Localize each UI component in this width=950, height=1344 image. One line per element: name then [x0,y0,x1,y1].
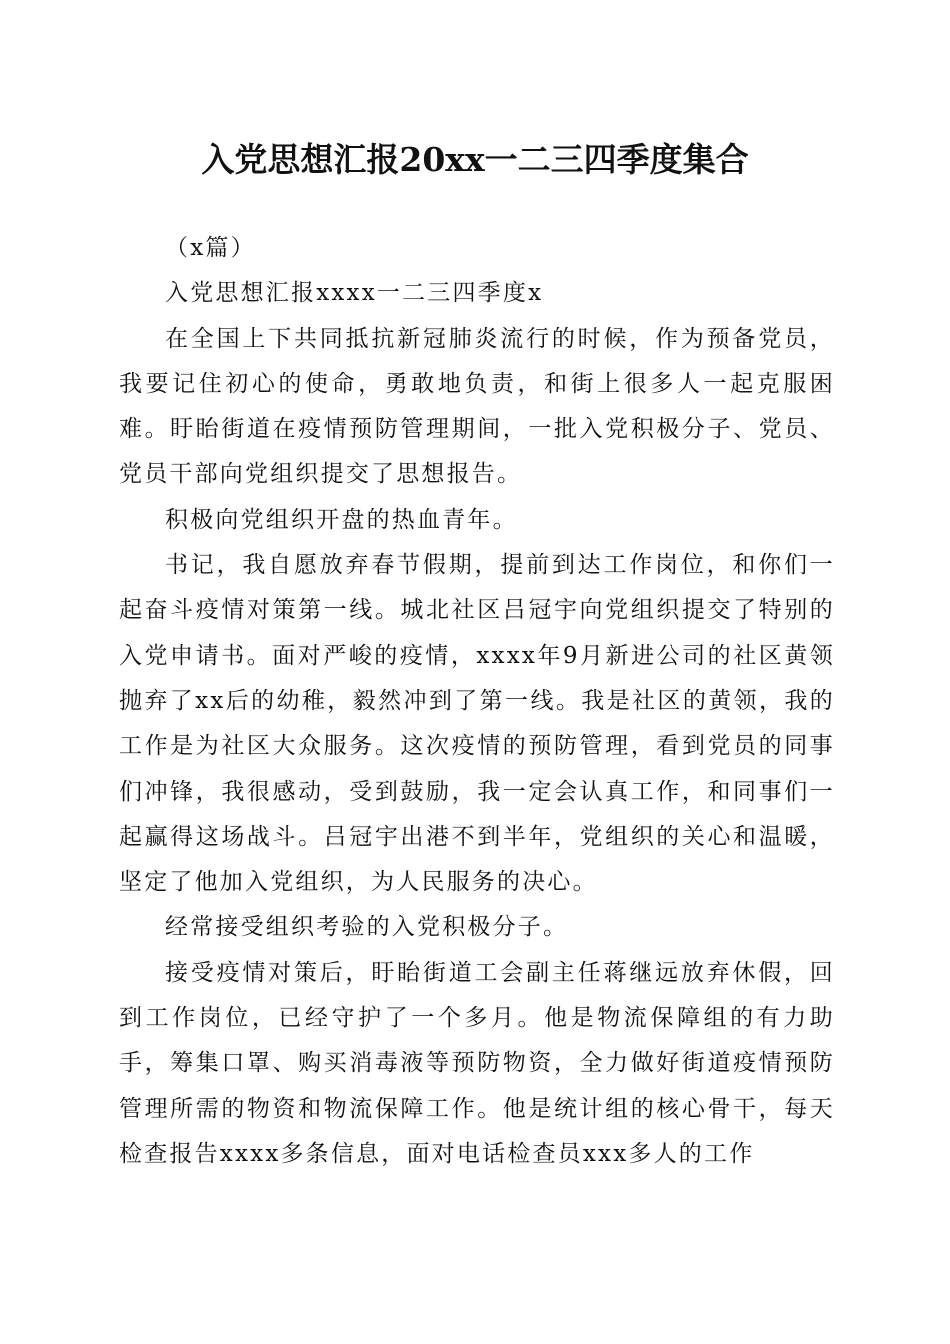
paragraph-count-note: （x篇） [165,235,256,261]
paragraph: 接受疫情对策后，盱眙街道工会副主任蒋继远放弃休假，回到工作岗位，已经守护了一个多月。他是物流保障组的有力助手，筹集口罩、购买消毒液等预防物资，全力做好街道疫情预防管理所需的物资和物流保障工作。他是统计组的核心骨干，每天检查报告xxxx多条信息，面对电话检查员xxx多人的工作 [119,959,835,1167]
paragraph: 书记，我自愿放弃春节假期，提前到达工作岗位，和你们一起奋斗疫情对策第一线。城北社区吕冠宇向党组织提交了特别的入党申请书。面对严峻的疫情，xxxx年9月新进公司的社区黄领抛弃了xx后的幼稚，毅然冲到了第一线。我是社区的黄领，我的工作是为社区大众服务。这次疫情的预防管理，看到党员的同事们冲锋，我很感动，受到鼓励，我一定会认真工作，和同事们一起赢得这场战斗。吕冠宇出港不到半年，党组织的关心和温暖，坚定了他加入党组织，为人民服务的决心。 [119,552,835,896]
paragraph-heading: 经常接受组织考验的入党积极分子。 [165,914,569,941]
paragraph: 在全国上下共同抵抗新冠肺炎流行的时候，作为预备党员，我要记住初心的使命，勇敢地负责，和街上很多人一起克服困难。盱眙街道在疫情预防管理期间，一批入党积极分子、党员、党员干部向党组织提交了思想报告。 [119,325,835,488]
document-body [119,226,835,1177]
document-title: 入党思想汇报20xx一二三四季度集合 [201,140,749,179]
paragraph-heading: 积极向党组织开盘的热血青年。 [165,506,518,533]
paragraph-subtitle: 入党思想汇报xxxx一二三四季度x [165,280,544,307]
